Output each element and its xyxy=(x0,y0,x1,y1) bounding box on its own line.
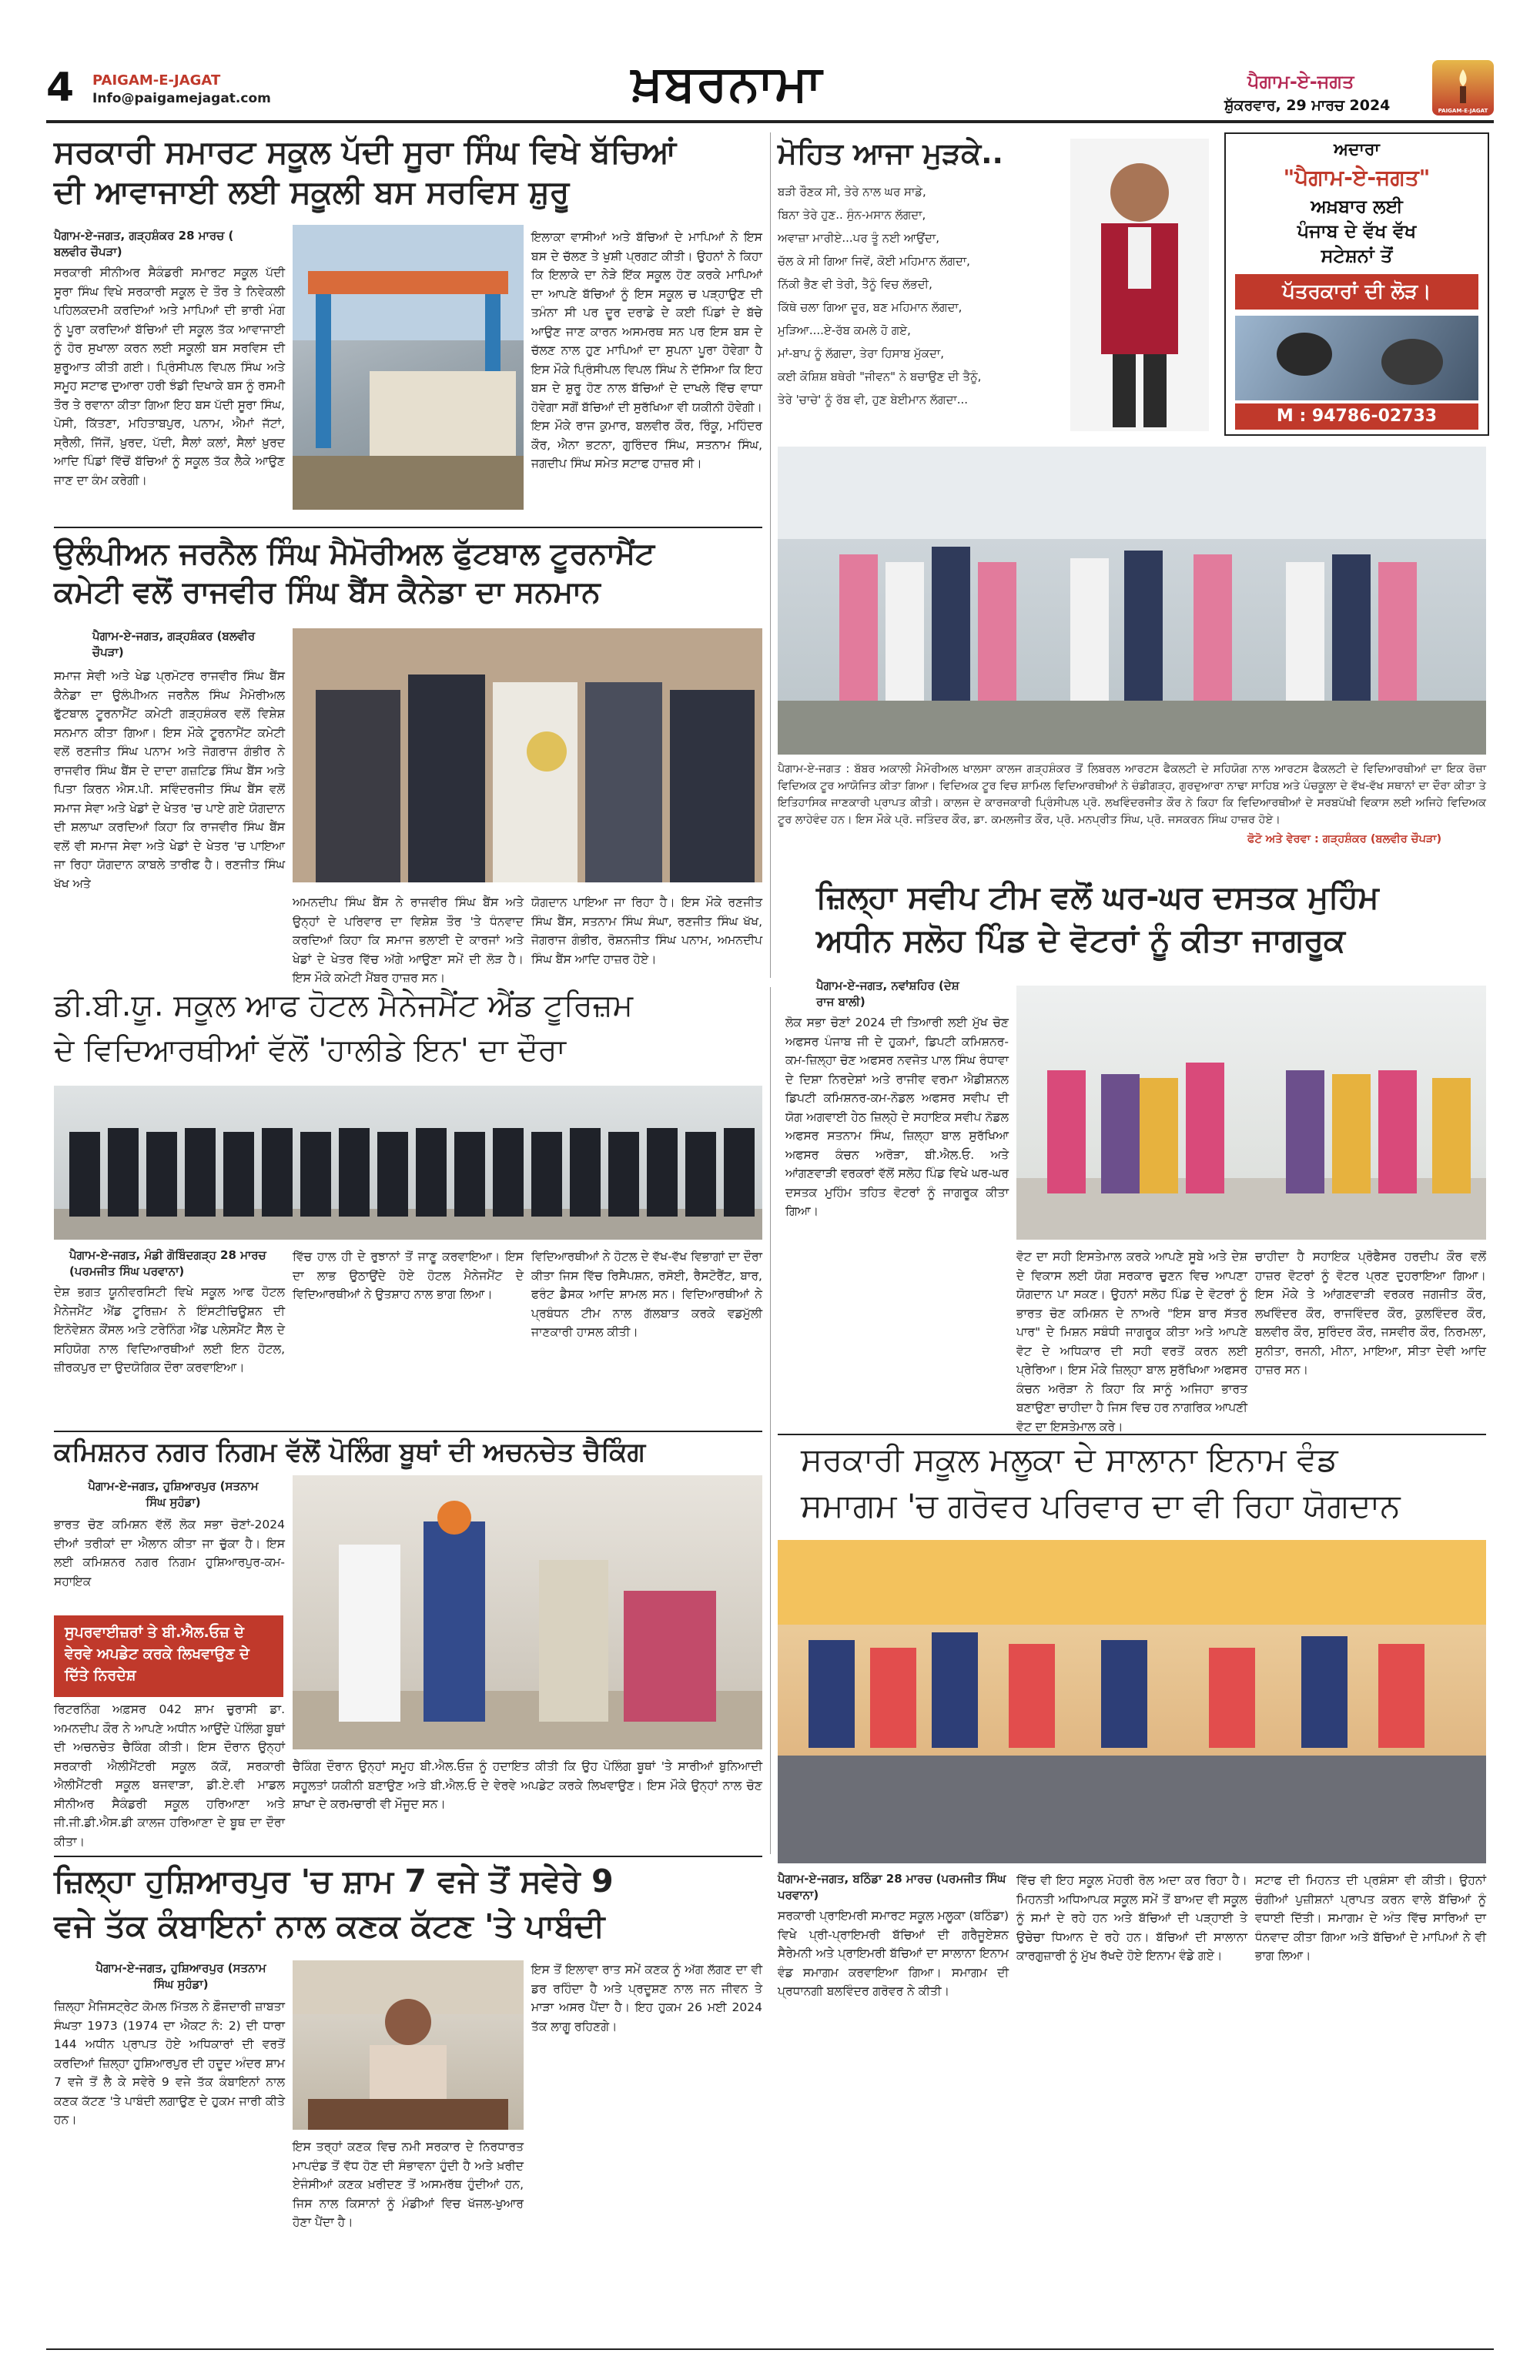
poem-line: ਨਿੱਕੀ ਭੈਣ ਵੀ ਤੇਰੀ, ਤੈਨੂੰ ਵਿਚ ਲੱਭਦੀ, xyxy=(778,277,932,291)
story4-body-right: ਚੈਕਿੰਗ ਦੌਰਾਨ ਉਨ੍ਹਾਂ ਸਮੂਹ ਬੀ.ਐਲ.ਓਜ਼ ਨੂੰ ਹਦਾਇਤ ਕੀਤੀ ਕਿ ਉਹ ਪੋਲਿੰਗ ਬੂਥਾਂ 'ਤੇ ਸਾਰੀਆਂ ਬੁਨਿਆਦੀ ਸਹੂਲਤਾਂ ਯਕੀਨੀ ਬਣਾਉਣ ਅਤੇ ਬੀ.ਐਲ.ਓ ਦੇ ਵੇਰਵੇ ਅਪਡੇਟ ਕਰਕੇ ਲਿਖਵਾਉਣ। ਇਸ ਮੌਕੇ ਉਨ੍ਹਾਂ ਨਾਲ ਚੋਣ ਸ਼ਾਖਾ ਦੇ ਕਰਮਚਾਰੀ ਵੀ ਮੌਜੂਦ ਸਨ। xyxy=(293,1759,762,1811)
story3-byline: ਪੈਗਾਮ-ਏ-ਜਗਤ, ਮੰਡੀ ਗੋਬਿੰਦਗੜ੍ਹ 28 ਮਾਰਚ (ਪਰਮਜੀਤ ਸਿੰਘ ਪਰਵਾਨਾ) xyxy=(69,1248,266,1278)
advert-phone[interactable]: M : 94786-02733 xyxy=(1235,403,1478,430)
story4-headline: ਕਮਿਸ਼ਨਰ ਨਗਰ ਨਿਗਮ ਵੱਲੋਂ ਪੋਲਿੰਗ ਬੂਥਾਂ ਦੀ ਅਚਨਚੇਤ ਚੈਕਿੰਗ xyxy=(54,1437,646,1468)
story2-headline-line1: ਉਲੰਪੀਅਨ ਜਰਨੈਲ ਸਿੰਘ ਮੈਮੋਰੀਅਲ ਫੁੱਟਬਾਲ ਟੂਰਨਾਮੈਂਟ xyxy=(54,537,655,571)
page-bottom-rule xyxy=(46,2348,1494,2350)
poem-line: ਮੁੜਿਆ....ਏ-ਰੱਬ ਕਮਲੇ ਹੋ ਗਏ, xyxy=(778,323,911,337)
story1-headline-line1: ਸਰਕਾਰੀ ਸਮਾਰਟ ਸਕੂਲ ਪੱਦੀ ਸੂਰਾ ਸਿੰਘ ਵਿਖੇ ਬੱਚਿਆਂ xyxy=(54,133,677,170)
column-divider-bottom xyxy=(770,987,771,1854)
story5-photo-voter-pledge xyxy=(1016,986,1486,1240)
advert-line1: ਅਦਾਰਾ xyxy=(1334,140,1380,159)
masthead-paper-name-punjabi: ਪੈਗਾਮ-ਏ-ਜਗਤ xyxy=(1247,71,1354,92)
story6-body-col2: ਵਿੱਚ ਵੀ ਇਹ ਸਕੂਲ ਮੋਹਰੀ ਰੋਲ ਅਦਾ ਕਰ ਰਿਹਾ ਹੈ। ਮਿਹਨਤੀ ਅਧਿਆਪਕ ਸਕੂਲ ਸਮੇਂ ਤੋਂ ਬਾਅਦ ਵੀ ਸਕੂਲ ਨੂੰ ਸਮਾਂ ਦੇ ਰਹੇ ਹਨ ਅਤੇ ਬੱਚਿਆਂ ਦੀ ਪੜ੍ਹਾਈ ਤੇ ਉਚੇਚਾ ਧਿਆਨ ਦੇ ਰਹੇ ਹਨ। ਬੱਚਿਆਂ ਦੀ ਸਾਲਾਨਾ ਕਾਰਗੁਜ਼ਾਰੀ ਨੂੰ ਮੁੱਖ ਰੱਖਦੇ ਹੋਏ ਇਨਾਮ ਵੰਡੇ ਗਏ। xyxy=(1016,1873,1247,1963)
story6-byline: ਪੈਗਾਮ-ਏ-ਜਗਤ, ਬਠਿੰਡਾ 28 ਮਾਰਚ (ਪਰਮਜੀਤ ਸਿੰਘ ਪਰਵਾਨਾ) xyxy=(778,1872,1006,1902)
story4-body-bottom: ਰਿਟਰਨਿੰਗ ਅਫ਼ਸਰ 042 ਸ਼ਾਮ ਚੁਰਾਸੀ ਡਾ. ਅਮਨਦੀਪ ਕੌਰ ਨੇ ਆਪਣੇ ਅਧੀਨ ਆਉਂਦੇ ਪੋਲਿੰਗ ਬੂਥਾਂ ਦੀ ਅਚਨਚੇਤ ਚੈਕਿੰਗ ਕੀਤੀ। ਇਸ ਦੌਰਾਨ ਉਨ੍ਹਾਂ ਸਰਕਾਰੀ ਐਲੀਮੈਂਟਰੀ ਸਕੂਲ ਕੱਕੋਂ, ਸਰਕਾਰੀ ਐਲੀਮੈਂਟਰੀ ਸਕੂਲ ਬਜਵਾੜਾ, ਡੀ.ਏ.ਵੀ ਮਾਡਲ ਸੀਨੀਅਰ ਸੈਕੰਡਰੀ ਸਕੂਲ ਹਰਿਆਣਾ ਅਤੇ ਜੀ.ਜੀ.ਡੀ.ਐਸ.ਡੀ ਕਾਲਜ ਹਰਿਆਣਾ ਦੇ ਬੂਥ ਦਾ ਦੌਰਾ ਕੀਤਾ। xyxy=(54,1702,285,1849)
story5-headline-line2: ਅਧੀਨ ਸਲੋਹ ਪਿੰਡ ਦੇ ਵੋਟਰਾਂ ਨੂੰ ਕੀਤਾ ਜਾਗਰੂਕ xyxy=(816,922,1345,959)
group-photo-credit: ਫੋਟੋ ਅਤੇ ਵੇਰਵਾ : ਗੜ੍ਹਸ਼ੰਕਰ (ਬਲਵੀਰ ਚੌਪੜਾ) xyxy=(1247,833,1442,845)
story6-body-col1: ਸਰਕਾਰੀ ਪ੍ਰਾਇਮਰੀ ਸਮਾਰਟ ਸਕੂਲ ਮਲੂਕਾ (ਬਠਿੰਡਾ) ਵਿਖੇ ਪ੍ਰੀ-ਪ੍ਰਾਇਮਰੀ ਬੱਚਿਆਂ ਦੀ ਗਰੈਜੂਏਸ਼ਨ ਸੈਰੇਮਨੀ ਅਤੇ ਪ੍ਰਾਇਮਰੀ ਬੱਚਿਆਂ ਦਾ ਸਾਲਾਨਾ ਇਨਾਮ ਵੰਡ ਸਮਾਗਮ ਕਰਵਾਇਆ ਗਿਆ। ਸਮਾਗਮ ਦੀ ਪ੍ਰਧਾਨਗੀ ਬਲਵਿੰਦਰ ਗਰੋਵਰ ਨੇ ਕੀਤੀ। xyxy=(778,1909,1009,1998)
story5-headline-line1: ਜ਼ਿਲ੍ਹਾ ਸਵੀਪ ਟੀਮ ਵਲੋਂ ਘਰ-ਘਰ ਦਸਤਕ ਮੁਹਿੰਮ xyxy=(816,879,1379,916)
poem-title: ਮੋਹਿਤ ਆਜਾ ਮੁੜਕੇ.. xyxy=(778,136,1003,170)
story3-headline-line2: ਦੇ ਵਿਦਿਆਰਥੀਆਂ ਵੱਲੋਂ 'ਹਾਲੀਡੇ ਇਨ' ਦਾ ਦੌਰਾ xyxy=(54,1033,566,1068)
story7-byline: ਪੈਗਾਮ-ਏ-ਜਗਤ, ਹੁਸ਼ਿਆਰਪੁਰ (ਸਤਨਾਮ ਸਿੰਘ ਸੁਹੰਡਾ) xyxy=(95,1961,266,1991)
masthead xyxy=(0,0,1540,115)
page-number: 4 xyxy=(46,65,75,111)
advert-highlight: ਪੱਤਰਕਾਰਾਂ ਦੀ ਲੋੜ। xyxy=(1235,274,1478,310)
story7-body-col3: ਇਸ ਤੋਂ ਇਲਾਵਾ ਰਾਤ ਸਮੇਂ ਕਣਕ ਨੂੰ ਅੱਗ ਲੱਗਣ ਦਾ ਵੀ ਡਰ ਰਹਿੰਦਾ ਹੈ ਅਤੇ ਪ੍ਰਦੂਸ਼ਣ ਨਾਲ ਜਨ ਜੀਵਨ ਤੇ ਮਾੜਾ ਅਸਰ ਪੈਂਦਾ ਹੈ। ਇਹ ਹੁਕਮ 26 ਮਈ 2024 ਤੱਕ ਲਾਗੂ ਰਹਿਣਗੇ। xyxy=(531,1963,762,2034)
story2-headline-line2: ਕਮੇਟੀ ਵਲੋਂ ਰਾਜਵੀਰ ਸਿੰਘ ਬੈਂਸ ਕੈਨੇਡਾ ਦਾ ਸਨਮਾਨ xyxy=(54,575,601,610)
masthead-logo xyxy=(1432,60,1494,115)
masthead-rule xyxy=(46,120,1494,123)
story7-body-col2: ਇਸ ਤਰ੍ਹਾਂ ਕਣਕ ਵਿਚ ਨਮੀ ਸਰਕਾਰ ਦੇ ਨਿਰਧਾਰਤ ਮਾਪਦੰਡ ਤੋਂ ਵੱਧ ਹੋਣ ਦੀ ਸੰਭਾਵਨਾ ਹੁੰਦੀ ਹੈ ਅਤੇ ਖ਼ਰੀਦ ਏਜੰਸੀਆਂ ਕਣਕ ਖ਼ਰੀਦਣ ਤੋਂ ਅਸਮਰੱਥ ਹੁੰਦੀਆਂ ਹਨ, ਜਿਸ ਨਾਲ ਕਿਸਾਨਾਂ ਨੂੰ ਮੰਡੀਆਂ ਵਿਚ ਖੱਜਲ-ਖੁਆਰ ਹੋਣਾ ਪੈਂਦਾ ਹੈ। xyxy=(293,2140,524,2229)
advert-line3: ਅਖ਼ਬਾਰ ਲਈ xyxy=(1311,196,1403,217)
story3-body-col1: ਦੇਸ਼ ਭਗਤ ਯੂਨੀਵਰਸਿਟੀ ਵਿਖੇ ਸਕੂਲ ਆਫ ਹੋਟਲ ਮੈਨੇਜਮੈਂਟ ਐਂਡ ਟੂਰਿਜ਼ਮ ਨੇ ਇੰਸਟੀਚਿਊਸ਼ਨ ਦੀ ਇਨੋਵੇਸ਼ਨ ਕੌਂਸਲ ਅਤੇ ਟਰੇਨਿੰਗ ਐਂਡ ਪਲੇਸਮੈਂਟ ਸੈੱਲ ਦੇ ਸਹਿਯੋਗ ਨਾਲ ਵਿਦਿਆਰਥੀਆਂ ਲਈ ਇਨ ਹੋਟਲ, ਜ਼ੀਰਕਪੁਰ ਦਾ ਉਦਯੋਗਿਕ ਦੌਰਾ ਕਰਵਾਇਆ। xyxy=(54,1285,285,1374)
story7-headline-line2: ਵਜੇ ਤੱਕ ਕੰਬਾਇਨਾਂ ਨਾਲ ਕਣਕ ਕੱਟਣ 'ਤੇ ਪਾਬੰਦੀ xyxy=(54,1907,605,1944)
poem-line: ਕਈ ਕੋਸ਼ਿਸ਼ ਬਥੇਰੀ "ਜੀਵਨ" ਨੇ ਬਚਾਉਣ ਦੀ ਤੈਨੂੰ, xyxy=(778,370,982,383)
advert-line5: ਸਟੇਸ਼ਨਾਂ ਤੋਂ xyxy=(1321,245,1393,266)
poem-portrait-photo xyxy=(1070,139,1209,431)
poem-line: ਬੜੀ ਰੌਣਕ ਸੀ, ਤੇਰੇ ਨਾਲ ਘਰ ਸਾਡੇ, xyxy=(778,185,926,199)
story6-headline-line2: ਸਮਾਗਮ 'ਚ ਗਰੋਵਰ ਪਰਿਵਾਰ ਦਾ ਵੀ ਰਿਹਾ ਯੋਗਦਾਨ xyxy=(801,1487,1401,1525)
story5-byline: ਪੈਗਾਮ-ਏ-ਜਗਤ, ਨਵਾਂਸ਼ਹਿਰ (ਦੇਸ਼ ਰਾਜ ਬਾਲੀ) xyxy=(816,979,959,1009)
poem-line: ਕਿੱਥੇ ਚਲਾ ਗਿਆ ਦੂਰ, ਬਣ ਮਹਿਮਾਨ ਲੱਗਦਾ, xyxy=(778,300,962,314)
poem-box xyxy=(778,132,1217,437)
story2-body-mid: ਅਮਨਦੀਪ ਸਿੰਘ ਬੈਂਸ ਨੇ ਰਾਜਵੀਰ ਸਿੰਘ ਬੈਂਸ ਅਤੇ ਉਨ੍ਹਾਂ ਦੇ ਪਰਿਵਾਰ ਦਾ ਵਿਸ਼ੇਸ਼ ਤੌਰ 'ਤੇ ਧੰਨਵਾਦ ਕਰਦਿਆਂ ਕਿਹਾ ਕਿ ਸਮਾਜ ਭਲਾਈ ਦੇ ਕਾਰਜਾਂ ਅਤੇ ਖੇਡਾਂ ਦੇ ਖੇਤਰ ਵਿੱਚ ਅੱਗੇ ਆਉਣਾ ਸਮੇਂ ਦੀ ਲੋੜ ਹੈ। ਇਸ ਮੌਕੇ ਕਮੇਟੀ ਮੈਂਬਰ ਹਾਜ਼ਰ ਸਨ। xyxy=(293,895,524,985)
story5-body-col1: ਲੋਕ ਸਭਾ ਚੋਣਾਂ 2024 ਦੀ ਤਿਆਰੀ ਲਈ ਮੁੱਖ ਚੋਣ ਅਫਸਰ ਪੰਜਾਬ ਜੀ ਦੇ ਹੁਕਮਾਂ, ਡਿਪਟੀ ਕਮਿਸ਼ਨਰ-ਕਮ-ਜ਼ਿਲ੍ਹਾ ਚੋਣ ਅਫਸਰ ਨਵਜੋਤ ਪਾਲ ਸਿੰਘ ਰੰਧਾਵਾ ਦੇ ਦਿਸ਼ਾ ਨਿਰਦੇਸ਼ਾਂ ਅਤੇ ਰਾਜੀਵ ਵਰਮਾ ਐਡੀਸ਼ਨਲ ਡਿਪਟੀ ਕਮਿਸ਼ਨਰ-ਕਮ-ਨੋਡਲ ਅਫਸਰ ਸਵੀਪ ਦੀ ਯੋਗ ਅਗਵਾਈ ਹੇਠ ਜ਼ਿਲ੍ਹੇ ਦੇ ਸਹਾਇਕ ਸਵੀਪ ਨੋਡਲ ਅਫਸਰ ਸਤਨਾਮ ਸਿੰਘ, ਜ਼ਿਲ੍ਹਾ ਬਾਲ ਸੁਰੱਖਿਆ ਅਫਸਰ ਕੰਚਨ ਅਰੋੜਾ, ਬੀ.ਐਲ.ਓ. ਅਤੇ ਆਂਗਣਵਾੜੀ ਵਰਕਰਾਂ ਵੱਲੋਂ ਸਲੋਹ ਪਿੰਡ ਵਿਖੇ ਘਰ-ਘਰ ਦਸਤਕ ਮੁਹਿੰਮ ਤਹਿਤ ਵੋਟਰਾਂ ਨੂੰ ਜਾਗਰੂਕ ਕੀਤਾ ਗਿਆ। xyxy=(785,1016,1009,1218)
story5-body-col3: ਚਾਹੀਦਾ ਹੈ ਸਹਾਇਕ ਪ੍ਰੋਫੈਸਰ ਹਰਦੀਪ ਕੌਰ ਵਲੋਂ ਹਾਜ਼ਰ ਵੋਟਰਾਂ ਨੂੰ ਵੋਟਰ ਪ੍ਰਣ ਦੁਹਰਾਇਆ ਗਿਆ। ਇਸ ਮੌਕੇ ਤੇ ਆਂਗਣਵਾੜੀ ਵਰਕਰ ਜਗਜੀਤ ਕੌਰ, ਲਖਵਿੰਦਰ ਕੌਰ, ਰਾਜਵਿੰਦਰ ਕੌਰ, ਕੁਲਵਿੰਦਰ ਕੌਰ, ਬਲਵੀਰ ਕੌਰ, ਸੁਰਿੰਦਰ ਕੌਰ, ਜਸਵੀਰ ਕੌਰ, ਨਿਰਮਲਾ, ਸੁਨੀਤਾ, ਰਜਨੀ, ਮੀਨਾ, ਮਾਇਆ, ਸੀਤਾ ਦੇਵੀ ਆਦਿ ਹਾਜ਼ਰ ਸਨ। xyxy=(1255,1250,1486,1377)
story1-photo-school-bus xyxy=(293,225,524,510)
advert-line2: "ਪੈਗਾਮ-ਏ-ਜਗਤ" xyxy=(1283,165,1431,190)
divider-4 xyxy=(54,1856,762,1857)
story6-photo-prize-distribution xyxy=(778,1540,1486,1863)
story2-body: ਸਮਾਜ ਸੇਵੀ ਅਤੇ ਖੇਡ ਪ੍ਰਮੋਟਰ ਰਾਜਵੀਰ ਸਿੰਘ ਬੈਂਸ ਕੈਨੇਡਾ ਦਾ ਉਲੰਪੀਅਨ ਜਰਨੈਲ ਸਿੰਘ ਮੈਮੋਰੀਅਲ ਫੁੱਟਬਾਲ ਟੂਰਨਾਮੈਂਟ ਕਮੇਟੀ ਗੜ੍ਹਸ਼ੰਕਰ ਵਲੋਂ ਵਿਸ਼ੇਸ਼ ਸਨਮਾਨ ਕੀਤਾ ਗਿਆ। ਇਸ ਮੌਕੇ ਟੂਰਨਾਮੈਂਟ ਕਮੇਟੀ ਵਲੋਂ ਰਣਜੀਤ ਸਿੰਘ ਪਨਾਮ ਅਤੇ ਜੋਗਰਾਜ ਗੰਭੀਰ ਨੇ ਰਾਜਵੀਰ ਸਿੰਘ ਬੈਂਸ ਦੇ ਦਾਦਾ ਗਜ਼ਟਿਡ ਸਿੰਘ ਬੈਂਸ ਅਤੇ ਪਿਤਾ ਕਿਰਨ ਐਸ.ਪੀ. ਸਵਿੰਦਰਜੀਤ ਸਿੰਘ ਬੈਂਸ ਵਲੋਂ ਸਮਾਜ ਸੇਵਾ ਅਤੇ ਖੇਡਾਂ ਦੇ ਖੇਤਰ 'ਚ ਪਾਏ ਗਏ ਯੋਗਦਾਨ ਦੀ ਸ਼ਲਾਘਾ ਕਰਦਿਆਂ ਕਿਹਾ ਕਿ ਰਾਜਵੀਰ ਸਿੰਘ ਬੈਂਸ ਵਲੋਂ ਵੀ ਸਮਾਜ ਸੇਵਾ ਅਤੇ ਖੇਡਾਂ ਦੇ ਖੇਤਰ 'ਚ ਪਾਇਆ ਜਾ ਰਿਹਾ ਯੋਗਦਾਨ ਕਾਬਲੇ ਤਾਰੀਫ ਹੈ। ਰਣਜੀਤ ਸਿੰਘ ਖੱਖ ਅਤੇ xyxy=(54,669,285,891)
story4-photo-inspection xyxy=(293,1475,762,1749)
advert-box xyxy=(1224,132,1489,436)
section-title: ਖ਼ਬਰਨਾਮਾ xyxy=(631,55,824,112)
story3-photo-students xyxy=(54,1086,762,1240)
story1-headline-line2: ਦੀ ਆਵਾਜਾਈ ਲਈ ਸਕੂਲੀ ਬਸ ਸਰਵਿਸ ਸ਼ੁਰੂ xyxy=(54,173,570,210)
story3-body-col2: ਵਿੱਚ ਹਾਲ ਹੀ ਦੇ ਰੁਝਾਨਾਂ ਤੋਂ ਜਾਣੂ ਕਰਵਾਇਆ। ਇਸ ਦਾ ਲਾਭ ਉਠਾਉਂਦੇ ਹੋਏ ਹੋਟਲ ਮੈਨੇਜਮੈਂਟ ਦੇ ਵਿਦਿਆਰਥੀਆਂ ਨੇ ਉਤਸ਼ਾਹ ਨਾਲ ਭਾਗ ਲਿਆ। xyxy=(293,1250,524,1301)
story2-byline: ਪੈਗਾਮ-ਏ-ਜਗਤ, ਗੜ੍ਹਸ਼ੰਕਰ (ਬਲਵੀਰ ਚੌਪੜਾ) xyxy=(92,629,256,659)
story4-body-top: ਭਾਰਤ ਚੋਣ ਕਮਿਸ਼ਨ ਵੱਲੋਂ ਲੋਕ ਸਭਾ ਚੋਣਾਂ-2024 ਦੀਆਂ ਤਰੀਕਾਂ ਦਾ ਐਲਾਨ ਕੀਤਾ ਜਾ ਚੁੱਕਾ ਹੈ। ਇਸ ਲਈ ਕਮਿਸ਼ਨਰ ਨਗਰ ਨਿਗਮ ਹੁਸ਼ਿਆਰਪੁਰ-ਕਮ-ਸਹਾਇਕ xyxy=(54,1518,285,1588)
masthead-paper-name: PAIGAM-E-JAGAT xyxy=(92,72,221,89)
masthead-email[interactable]: Info@paigamejagat.com xyxy=(92,91,271,106)
story4-byline: ਪੈਗਾਮ-ਏ-ਜਗਤ, ਹੁਸ਼ਿਆਰਪੁਰ (ਸਤਨਾਮ ਸਿੰਘ ਸੁਹੰਡਾ) xyxy=(88,1479,259,1509)
poem-lines xyxy=(778,180,1070,411)
story7-headline-line1: ਜ਼ਿਲ੍ਹਾ ਹੁਸ਼ਿਆਰਪੁਰ 'ਚ ਸ਼ਾਮ 7 ਵਜੇ ਤੋਂ ਸਵੇਰੇ 9 xyxy=(54,1863,614,1900)
group-photo-caption: ਪੈਗਾਮ-ਏ-ਜਗਤ : ਬੱਬਰ ਅਕਾਲੀ ਮੈਮੋਰੀਅਲ ਖਾਲਸਾ ਕਾਲਜ ਗੜ੍ਹਸ਼ੰਕਰ ਤੋਂ ਲਿਬਰਲ ਆਰਟਸ ਫੈਕਲਟੀ ਦੇ ਸਹਿਯੋਗ ਨਾਲ ਆਰਟਸ ਫੈਕਲਟੀ ਦੇ ਵਿਦਿਆਰਥੀਆਂ ਦਾ ਇਕ ਰੋਜ਼ਾ ਵਿਦਿਅਕ ਟੂਰ ਆਯੋਜਿਤ ਕੀਤਾ ਗਿਆ। ਵਿਦਿਅਕ ਟੂਰ ਵਿਚ ਸ਼ਾਮਿਲ ਵਿਦਿਆਰਥੀਆਂ ਨੇ ਚੰਡੀਗੜ੍ਹ, ਗੁਰਦੁਆਰਾ ਨਾਢਾ ਸਾਹਿਬ ਅਤੇ ਪੰਚਕੂਲਾ ਦੇ ਵੱਖ-ਵੱਖ ਸਥਾਨਾਂ ਦਾ ਦੌਰਾ ਕੀਤਾ ਤੇ ਇਤਿਹਾਸਿਕ ਜਾਣਕਾਰੀ ਪ੍ਰਾਪਤ ਕੀਤੀ। ਕਾਲਜ ਦੇ ਕਾਰਜਕਾਰੀ ਪ੍ਰਿੰਸੀਪਲ ਪ੍ਰੋ. ਲਖਵਿੰਦਰਜੀਤ ਕੌਰ ਨੇ ਕਿਹਾ ਕਿ ਵਿਦਿਆਰਥੀਆਂ ਦੇ ਸਰਬਪੱਖੀ ਵਿਕਾਸ ਲਈ ਅਜਿਹੇ ਵਿਦਿਅਕ ਟੂਰ ਲਾਹੇਵੰਦ ਹਨ। ਇਸ ਮੌਕੇ ਪ੍ਰੋ. ਜਤਿੰਦਰ ਕੌਰ, ਡਾ. ਕਮਲਜੀਤ ਕੌਰ, ਪ੍ਰੋ. ਮਨਪ੍ਰੀਤ ਸਿੰਘ, ਪ੍ਰੋ. ਜਸਕਰਨ ਸਿੰਘ ਹਾਜ਼ਰ ਹੋਏ। xyxy=(778,763,1486,826)
story7-body-col1: ਜ਼ਿਲ੍ਹਾ ਮੈਜਿਸਟ੍ਰੇਟ ਕੋਮਲ ਮਿੱਤਲ ਨੇ ਫ਼ੌਜਦਾਰੀ ਜ਼ਾਬਤਾ ਸੰਘਤਾ 1973 (1974 ਦਾ ਐਕਟ ਨੰ: 2) ਦੀ ਧਾਰਾ 144 ਅਧੀਨ ਪ੍ਰਾਪਤ ਹੋਏ ਅਧਿਕਾਰਾਂ ਦੀ ਵਰਤੋਂ ਕਰਦਿਆਂ ਜ਼ਿਲ੍ਹਾ ਹੁਸ਼ਿਆਰਪੁਰ ਦੀ ਹਦੂਦ ਅੰਦਰ ਸ਼ਾਮ 7 ਵਜੇ ਤੋਂ ਲੈ ਕੇ ਸਵੇਰੇ 9 ਵਜੇ ਤੱਕ ਕੰਬਾਇਨਾਂ ਨਾਲ ਕਣਕ ਕੱਟਣ 'ਤੇ ਪਾਬੰਦੀ ਲਗਾਉਣ ਦੇ ਹੁਕਮ ਜਾਰੀ ਕੀਤੇ ਹਨ। xyxy=(54,2000,285,2127)
divider-1 xyxy=(54,527,762,528)
story2-body-right: ਯੋਗਦਾਨ ਪਾਇਆ ਜਾ ਰਿਹਾ ਹੈ। ਇਸ ਮੌਕੇ ਰਣਜੀਤ ਸਿੰਘ ਬੈਂਸ, ਸਤਨਾਮ ਸਿੰਘ ਸੰਘਾ, ਰਣਜੀਤ ਸਿੰਘ ਖੱਖ, ਜੋਗਰਾਜ ਗੰਭੀਰ, ਰੋਸ਼ਨਜੀਤ ਸਿੰਘ ਪਨਾਮ, ਅਮਨਦੀਪ ਸਿੰਘ ਬੈਂਸ ਆਦਿ ਹਾਜ਼ਰ ਹੋਏ। xyxy=(531,895,762,966)
poem-line: ਬਿਨਾ ਤੇਰੇ ਹੁਣ.. ਸੁੰਨ-ਮਸਾਨ ਲੱਗਦਾ, xyxy=(778,208,926,222)
story3-body-col3: ਵਿਦਿਆਰਥੀਆਂ ਨੇ ਹੋਟਲ ਦੇ ਵੱਖ-ਵੱਖ ਵਿਭਾਗਾਂ ਦਾ ਦੌਰਾ ਕੀਤਾ ਜਿਸ ਵਿੱਚ ਰਿਸੈਪਸ਼ਨ, ਰਸੋਈ, ਰੈਸਟੋਰੈਂਟ, ਬਾਰ, ਫਰੰਟ ਡੈਸਕ ਆਦਿ ਸ਼ਾਮਲ ਸਨ। ਵਿਦਿਆਰਥੀਆਂ ਨੇ ਪ੍ਰਬੰਧਨ ਟੀਮ ਨਾਲ ਗੱਲਬਾਤ ਕਰਕੇ ਵਡਮੁੱਲੀ ਜਾਣਕਾਰੀ ਹਾਸਲ ਕੀਤੀ। xyxy=(531,1250,762,1339)
poem-line: ਤੇਰੇ 'ਚਾਚੇ' ਨੂੰ ਰੱਬ ਵੀ, ਹੁਣ ਬੇਈਮਾਨ ਲੱਗਦਾ... xyxy=(778,393,969,407)
microphone-icon xyxy=(1235,316,1478,400)
story3-headline-line1: ਡੀ.ਬੀ.ਯੂ. ਸਕੂਲ ਆਫ ਹੋਟਲ ਮੈਨੇਜਮੈਂਟ ਐਂਡ ਟੂਰਿਜ਼ਮ xyxy=(54,988,634,1023)
story7-photo-official xyxy=(293,1960,524,2130)
story6-body-col3: ਸਟਾਫ ਦੀ ਮਿਹਨਤ ਦੀ ਪ੍ਰਸ਼ੰਸਾ ਵੀ ਕੀਤੀ। ਉਹਨਾਂ ਚੰਗੀਆਂ ਪੁਜ਼ੀਸ਼ਨਾਂ ਪ੍ਰਾਪਤ ਕਰਨ ਵਾਲੇ ਬੱਚਿਆਂ ਨੂੰ ਵਧਾਈ ਦਿੱਤੀ। ਸਮਾਗਮ ਦੇ ਅੰਤ ਵਿੱਚ ਸਾਰਿਆਂ ਦਾ ਧੰਨਵਾਦ ਕੀਤਾ ਗਿਆ ਅਤੇ ਬੱਚਿਆਂ ਦੇ ਮਾਪਿਆਂ ਨੇ ਵੀ ਭਾਗ ਲਿਆ। xyxy=(1255,1873,1486,1963)
masthead-date: ਸ਼ੁੱਕਰਵਾਰ, 29 ਮਾਰਚ 2024 xyxy=(1224,97,1391,114)
story2-photo-felicitation xyxy=(293,628,762,882)
column-divider-top xyxy=(770,132,771,978)
story1-body-col1: ਸਰਕਾਰੀ ਸੀਨੀਅਰ ਸੈਕੰਡਰੀ ਸਮਾਰਟ ਸਕੂਲ ਪੱਦੀ ਸੂਰਾ ਸਿੰਘ ਵਿਖੇ ਸਰਕਾਰੀ ਸਕੂਲ ਦੇ ਤੌਰ ਤੇ ਨਿਵੇਕਲੀ ਪਹਿਲਕਦਮੀ ਕਰਦਿਆਂ ਅਤੇ ਮਾਪਿਆਂ ਦੀ ਭਾਰੀ ਮੰਗ ਨੂੰ ਪੂਰਾ ਕਰਦਿਆਂ ਬੱਚਿਆਂ ਦੀ ਸਕੂਲ ਤੱਕ ਆਵਾਜਾਈ ਨੂੰ ਹੋਰ ਸੁਖਾਲਾ ਕਰਨ ਲਈ ਸਕੂਲੀ ਬਸ ਸਰਵਿਸ ਦੀ ਸ਼ੁਰੂਆਤ ਕੀਤੀ ਗਈ। ਪ੍ਰਿੰਸੀਪਲ ਵਿਪਲ ਸਿੰਘ ਅਤੇ ਸਮੂਹ ਸਟਾਫ ਦੁਆਰਾ ਹਰੀ ਝੰਡੀ ਦਿਖਾਕੇ ਬਸ ਨੂੰ ਰਸਮੀ ਤੌਰ ਤੇ ਰਵਾਨਾ ਕੀਤਾ ਗਿਆ ਇਹ ਬਸ ਪੱਦੀ ਸੂਰਾ ਸਿੰਘ, ਪੋਸੀ, ਕਿੱਤਣਾ, ਮਹਿਤਾਬਪੁਰ, ਪਨਾਮ, ਐਮਾਂ ਜੱਟਾਂ, ਸ੍ਰੈਲੀ, ਜਿੱਜੋਂ, ਖ਼ੁਰਦ, ਪੱਦੀ, ਸੈਲਾਂ ਕਲਾਂ, ਸੈਲਾਂ ਖ਼ੁਰਦ ਆਦਿ ਪਿੰਡਾਂ ਵਿੱਚੋਂ ਬੱਚਿਆਂ ਨੂੰ ਸਕੂਲ ਤੱਕ ਲੈਕੇ ਆਉਣ ਜਾਣ ਦਾ ਕੰਮ ਕਰੇਗੀ। xyxy=(54,266,285,487)
story6-headline-line1: ਸਰਕਾਰੀ ਸਕੂਲ ਮਲੂਕਾ ਦੇ ਸਾਲਾਨਾ ਇਨਾਮ ਵੰਡ xyxy=(801,1441,1338,1478)
poem-line: ਅਵਾਜ਼ਾ ਮਾਰੀਏ...ਪਰ ਤੂੰ ਨਈ ਆਉਂਦਾ, xyxy=(778,231,940,245)
story1-body-col2: ਇਲਾਕਾ ਵਾਸੀਆਂ ਅਤੇ ਬੱਚਿਆਂ ਦੇ ਮਾਪਿਆਂ ਨੇ ਇਸ ਬਸ ਦੇ ਚੱਲਣ ਤੇ ਖੁਸ਼ੀ ਪ੍ਰਗਟ ਕੀਤੀ। ਉਹਨਾਂ ਨੇ ਕਿਹਾ ਕਿ ਇਲਾਕੇ ਦਾ ਨੇੜੇ ਇੱਕ ਸਕੂਲ ਹੋਣ ਕਰਕੇ ਮਾਪਿਆਂ ਦਾ ਆਪਣੇ ਬੱਚਿਆਂ ਨੂੰ ਇਸ ਸਕੂਲ ਚ ਪੜ੍ਹਾਉਣ ਦੀ ਤਮੰਨਾ ਸੀ ਪਰ ਦੂਰ ਦਰਾਡੇ ਦੇ ਕਈ ਪਿੰਡਾਂ ਦੇ ਬੱਚੇ ਆਉਣ ਜਾਣ ਕਾਰਨ ਅਸਮਰਥ ਸਨ ਪਰ ਇਸ ਬਸ ਦੇ ਚੱਲਣ ਨਾਲ ਹੁਣ ਮਾਪਿਆਂ ਦਾ ਸੁਪਨਾ ਪੂਰਾ ਹੋਵੇਗਾ ਹੈ ਇਸ ਮੌਕੇ ਪ੍ਰਿੰਸੀਪਲ ਵਿਪਲ ਸਿੰਘ ਨੇ ਦੱਸਿਆ ਕਿ ਇਹ ਬਸ ਦੇ ਸ਼ੁਰੂ ਹੋਣ ਨਾਲ ਬੱਚਿਆਂ ਦੇ ਦਾਖਲੇ ਵਿੱਚ ਵਾਧਾ ਹੋਵੇਗਾ ਸਗੋਂ ਬੱਚਿਆਂ ਦੀ ਸੁਰੱਖਿਆ ਵੀ ਯਕੀਨੀ ਹੋਵੇਗੀ।ਇਸ ਮੌਕੇ ਰਾਜ ਕੁਮਾਰ, ਬਲਵੀਰ ਕੌਰ, ਰਿੰਕੂ, ਮਹਿੰਦਰ ਕੌਰ, ਐਨਾ ਭਟਨਾ, ਗੁਰਿੰਦਰ ਸਿੰਘ, ਸਤਨਾਮ ਸਿੰਘ, ਜਗਦੀਪ ਸਿੰਘ ਸਮੇਤ ਸਟਾਫ ਹਾਜ਼ਰ ਸੀ। xyxy=(531,230,762,470)
masthead-logo-text: PAIGAM-E-JAGAT xyxy=(1438,108,1488,114)
divider-2 xyxy=(54,1431,762,1432)
group-photo-college-tour xyxy=(778,447,1486,755)
advert-microphone-photo xyxy=(1235,316,1478,400)
story5-body-col2: ਵੋਟ ਦਾ ਸਹੀ ਇਸਤੇਮਾਲ ਕਰਕੇ ਆਪਣੇ ਸੂਬੇ ਅਤੇ ਦੇਸ਼ ਦੇ ਵਿਕਾਸ ਲਈ ਯੋਗ ਸਰਕਾਰ ਚੁਣਨ ਵਿਚ ਆਪਣਾ ਯੋਗਦਾਨ ਪਾ ਸਕਣ। ਉਹਨਾਂ ਸਲੋਹ ਪਿੰਡ ਦੇ ਵੋਟਰਾਂ ਨੂੰ ਭਾਰਤ ਚੋਣ ਕਮਿਸ਼ਨ ਦੇ ਨਾਅਰੇ "ਇਸ ਬਾਰ ਸੱਤਰ ਪਾਰ" ਦੇ ਮਿਸ਼ਨ ਸਬੰਧੀ ਜਾਗਰੂਕ ਕੀਤਾ ਅਤੇ ਆਪਣੇ ਵੋਟ ਦੇ ਅਧਿਕਾਰ ਦੀ ਸਹੀ ਵਰਤੋਂ ਕਰਨ ਲਈ ਪ੍ਰੇਰਿਆ। ਇਸ ਮੌਕੇ ਜ਼ਿਲ੍ਹਾ ਬਾਲ ਸੁਰੱਖਿਆ ਅਫਸਰ ਕੰਚਨ ਅਰੋੜਾ ਨੇ ਕਿਹਾ ਕਿ ਸਾਨੂੰ ਅਜਿਹਾ ਭਾਰਤ ਬਣਾਉਣਾ ਚਾਹੀਦਾ ਹੈ ਜਿਸ ਵਿਚ ਹਰ ਨਾਗਰਿਕ ਆਪਣੀ ਵੋਟ ਦਾ ਇਸਤੇਮਾਲ ਕਰੇ। xyxy=(1016,1250,1247,1434)
poem-line: ਚੱਲ ਕੇ ਸੀ ਗਿਆ ਜਿਵੇਂ, ਕੋਈ ਮਹਿਮਾਨ ਲੱਗਦਾ, xyxy=(778,254,970,268)
story1-byline: ਪੈਗਾਮ-ਏ-ਜਗਤ, ਗੜ੍ਹਸ਼ੰਕਰ 28 ਮਾਰਚ ( ਬਲਵੀਰ ਚੌਪੜਾ) xyxy=(54,229,234,259)
poem-line: ਮਾਂ-ਬਾਪ ਨੂੰ ਲੱਗਦਾ, ਤੇਰਾ ਹਿਸਾਬ ਮੁੱਕਦਾ, xyxy=(778,346,944,360)
advert-line4: ਪੰਜਾਬ ਦੇ ਵੱਖ ਵੱਖ xyxy=(1297,220,1417,242)
story4-pull-quote: ਸੁਪਰਵਾਈਜ਼ਰਾਂ ਤੇ ਬੀ.ਐਲ.ਓਜ਼ ਦੇ ਵੇਰਵੇ ਅਪਡੇਟ ਕਰਕੇ ਲਿਖਵਾਉਣ ਦੇ ਦਿੱਤੇ ਨਿਰਦੇਸ਼ xyxy=(54,1615,283,1697)
divider-3 xyxy=(778,1434,1486,1435)
